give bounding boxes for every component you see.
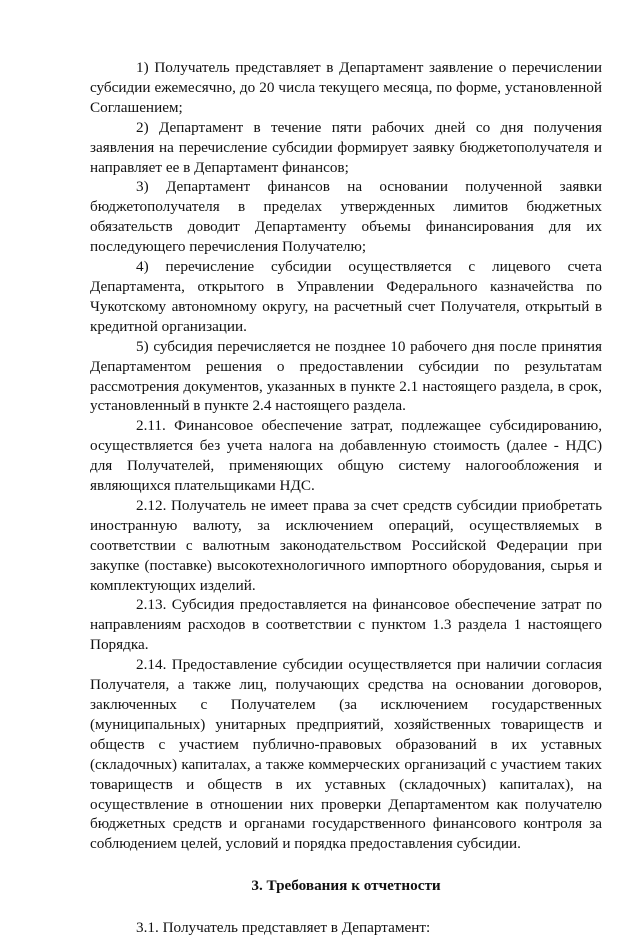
- paragraph-2-11: 2.11. Финансовое обеспечение затрат, подлежащее субсидированию, осуществляется без учета налога на добавленную стоимость (далее - НДС) для Получателей, применяющих общую систему налогообложения и являющихся плательщиками НДС.: [90, 417, 602, 495]
- paragraph-2-12: 2.12. Получатель не имеет права за счет средств субсидии приобретать иностранную валюту, за исключением операций, осуществляемых в соответствии с валютным законодательством Российской Федерации при закупке (поставке) высокотехнологичного импортного оборудования, сырья и комплектующих изделий.: [90, 496, 602, 594]
- paragraph-2-14: 2.14. Предоставление субсидии осуществляется при наличии согласия Получателя, а также лиц, получающих средства на основании договоров, заключенных с Получателем (за исключением государственных (муниципальных) унитарных предприятий, хозяйственных товариществ и обществ с участием публично-правовых образований в их уставных (складочных) капиталах, а также коммерческих организаций с участием таких товариществ и обществ в их уставных (складочных) капиталах), на осуществление в отношении них проверки Департаментом как получателю бюджетных средств и органами государственного финансового контроля за соблюдением целей, условий и порядка предоставления субсидии.: [90, 656, 602, 853]
- document-page: [90, 58, 602, 938]
- paragraph-3-1: 3.1. Получатель представляет в Департамент:: [136, 919, 431, 937]
- paragraph-1: 1) Получатель представляет в Департамент заявление о перечислении субсидии ежемесячно, до 20 числа текущего месяца, по форме, установленной Соглашением;: [90, 59, 602, 116]
- section-heading: 3. Требования к отчетности: [251, 877, 441, 895]
- paragraph-5: 5) субсидия перечисляется не позднее 10 рабочего дня после принятия Департаментом решения о предоставлении субсидии по результатам рассмотрения документов, указанных в пункте 2.1 настоящего раздела, в срок, установленный в пункте 2.4 настоящего раздела.: [90, 337, 602, 415]
- paragraph-2-13: 2.13. Субсидия предоставляется на финансовое обеспечение затрат по направлениям расходов в соответствии с пунктом 1.3 раздела 1 настоящего Порядка.: [90, 596, 602, 654]
- paragraph-4: 4) перечисление субсидии осуществляется с лицевого счета Департамента, открытого в Управлении Федерального казначейства по Чукотскому автономному округу, на расчетный счет Получателя, открытый в кредитной организации.: [90, 258, 602, 335]
- paragraph-2: 2) Департамент в течение пяти рабочих дней со дня получения заявления на перечисление субсидии формирует заявку бюджетополучателя и направляет ее в Департамент финансов;: [90, 118, 602, 176]
- paragraph-3: 3) Департамент финансов на основании полученной заявки бюджетополучателя в пределах утвержденных лимитов бюджетных обязательств доводит Департаменту объемы финансирования для их последующего перечисления Получателю;: [90, 178, 602, 256]
